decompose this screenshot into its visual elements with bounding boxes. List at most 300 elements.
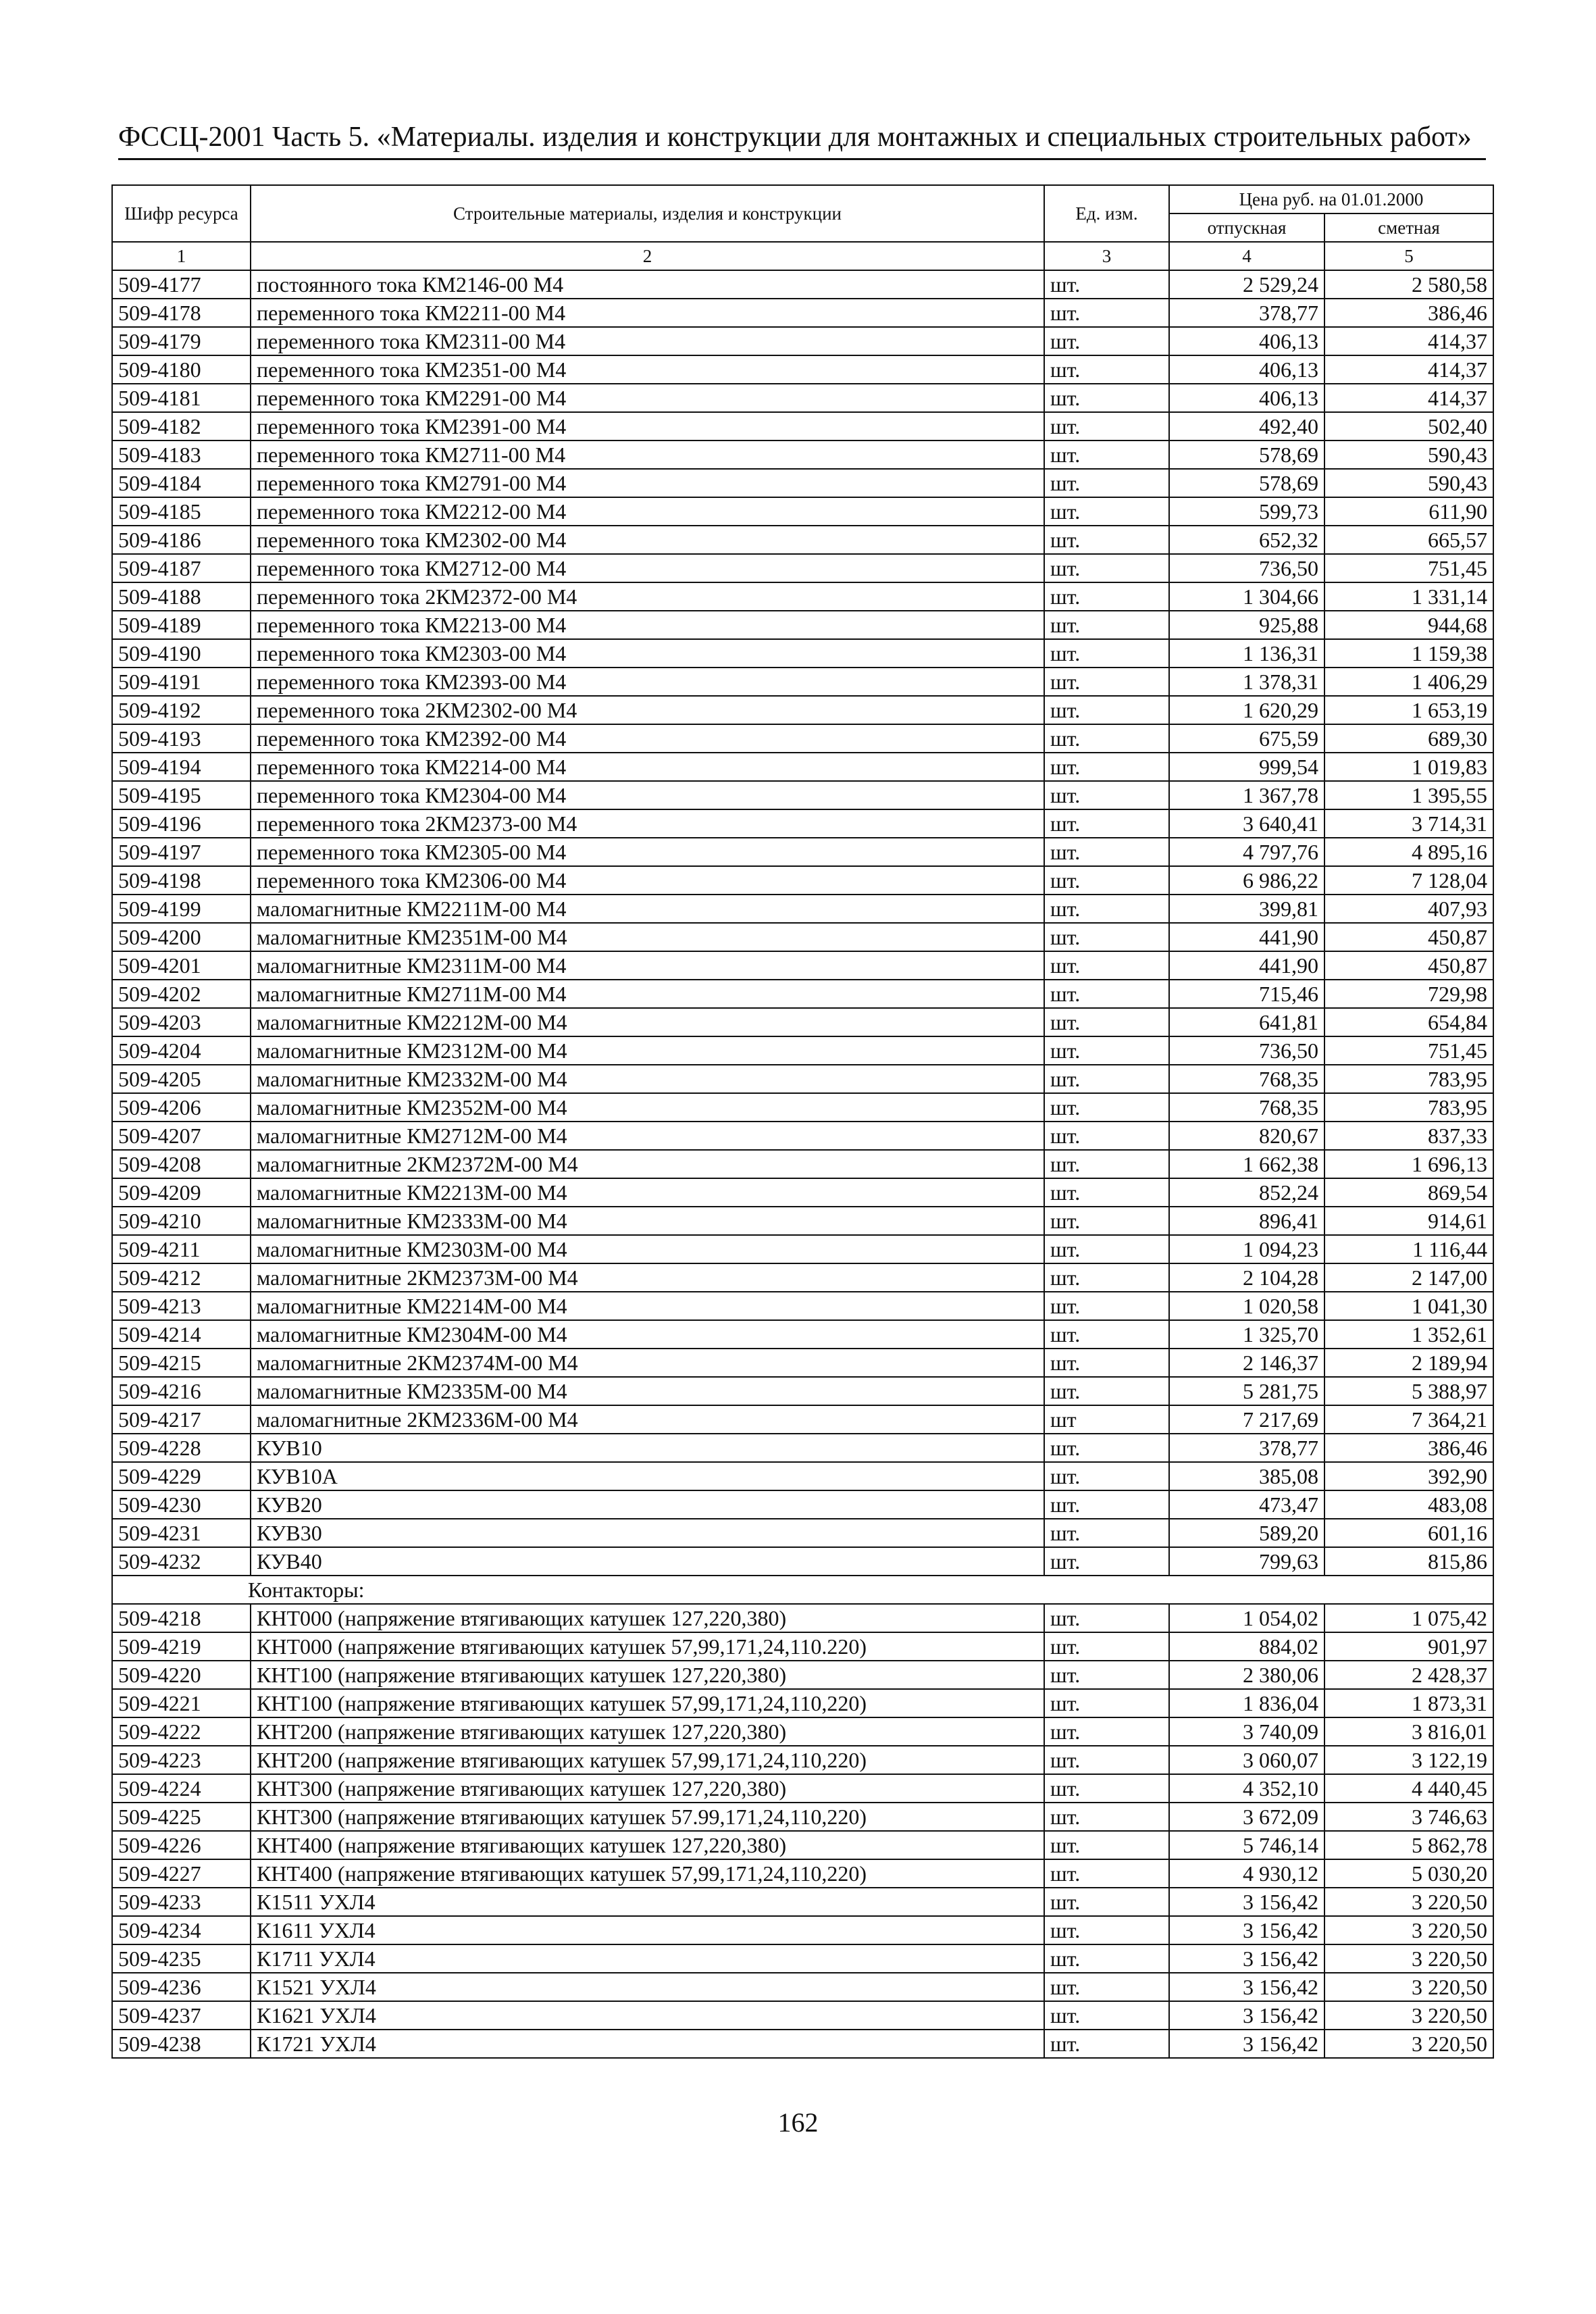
resource-code-cell: 509-4215 — [112, 1349, 251, 1377]
table-row — [112, 1065, 1493, 1093]
release-price-cell: 3 640,41 — [1169, 809, 1324, 838]
resource-code-cell: 509-4223 — [112, 1746, 251, 1774]
col-header-release-price: отпускная — [1169, 213, 1324, 242]
table-row — [112, 809, 1493, 838]
unit-cell: шт. — [1044, 895, 1169, 923]
table-row — [112, 1632, 1493, 1661]
table-row — [112, 639, 1493, 668]
release-price-cell: 578,69 — [1169, 469, 1324, 497]
unit-cell: шт. — [1044, 1320, 1169, 1349]
resource-code-cell: 509-4191 — [112, 668, 251, 696]
unit-cell: шт. — [1044, 1746, 1169, 1774]
table-row — [112, 1661, 1493, 1689]
material-name-cell: КНТ300 (напряжение втягивающих катушек 127,220,380) — [251, 1774, 1044, 1803]
release-price-cell: 768,35 — [1169, 1065, 1324, 1093]
material-name-cell: переменного тока КМ2711-00 М4 — [251, 441, 1044, 469]
release-price-cell: 441,90 — [1169, 951, 1324, 980]
estimate-price-cell: 3 220,50 — [1324, 2030, 1493, 2058]
release-price-cell: 852,24 — [1169, 1178, 1324, 1207]
estimate-price-cell: 450,87 — [1324, 923, 1493, 951]
resource-code-cell: 509-4226 — [112, 1831, 251, 1859]
unit-cell: шт. — [1044, 1689, 1169, 1717]
estimate-price-cell: 3 714,31 — [1324, 809, 1493, 838]
table-row — [112, 1888, 1493, 1916]
unit-cell: шт. — [1044, 270, 1169, 299]
unit-cell: шт. — [1044, 1888, 1169, 1916]
table-head — [112, 185, 1493, 270]
release-price-cell: 4 352,10 — [1169, 1774, 1324, 1803]
table-row — [112, 1292, 1493, 1320]
estimate-price-cell: 1 696,13 — [1324, 1150, 1493, 1178]
unit-cell: шт. — [1044, 1292, 1169, 1320]
resource-code-cell: 509-4219 — [112, 1632, 251, 1661]
unit-cell: шт. — [1044, 1008, 1169, 1036]
estimate-price-cell: 3 220,50 — [1324, 1916, 1493, 1944]
release-price-cell: 768,35 — [1169, 1093, 1324, 1122]
resource-code-cell: 509-4198 — [112, 866, 251, 895]
estimate-price-cell: 1 041,30 — [1324, 1292, 1493, 1320]
release-price-cell: 1 094,23 — [1169, 1235, 1324, 1263]
table-row — [112, 1235, 1493, 1263]
unit-cell: шт. — [1044, 441, 1169, 469]
material-name-cell: маломагнитные КМ2711М-00 М4 — [251, 980, 1044, 1008]
table-row — [112, 1377, 1493, 1405]
resource-code-cell: 509-4178 — [112, 299, 251, 327]
release-price-cell: 473,47 — [1169, 1490, 1324, 1519]
resource-code-cell: 509-4225 — [112, 1803, 251, 1831]
page-number: 162 — [777, 2107, 819, 2138]
release-price-cell: 1 020,58 — [1169, 1292, 1324, 1320]
estimate-price-cell: 414,37 — [1324, 384, 1493, 412]
material-name-cell: маломагнитные КМ2214М-00 М4 — [251, 1292, 1044, 1320]
estimate-price-cell: 1 873,31 — [1324, 1689, 1493, 1717]
unit-cell: шт. — [1044, 866, 1169, 895]
unit-cell: шт. — [1044, 1434, 1169, 1462]
table-row — [112, 2030, 1493, 2058]
material-name-cell: КУВ40 — [251, 1547, 1044, 1576]
unit-cell: шт. — [1044, 639, 1169, 668]
col-header-unit: Ед. изм. — [1044, 185, 1169, 242]
estimate-price-cell: 450,87 — [1324, 951, 1493, 980]
resource-code-cell: 509-4204 — [112, 1036, 251, 1065]
table-row — [112, 724, 1493, 753]
unit-cell: шт. — [1044, 384, 1169, 412]
table-row — [112, 696, 1493, 724]
resource-code-cell: 509-4192 — [112, 696, 251, 724]
estimate-price-cell: 1 019,83 — [1324, 753, 1493, 781]
resource-code-cell: 509-4196 — [112, 809, 251, 838]
table-row — [112, 1036, 1493, 1065]
table-row — [112, 895, 1493, 923]
table-row — [112, 469, 1493, 497]
unit-cell: шт. — [1044, 980, 1169, 1008]
unit-cell: шт. — [1044, 1490, 1169, 1519]
resource-code-cell: 509-4224 — [112, 1774, 251, 1803]
resource-code-cell: 509-4184 — [112, 469, 251, 497]
material-name-cell: КНТ400 (напряжение втягивающих катушек 127,220,380) — [251, 1831, 1044, 1859]
resource-code-cell: 509-4220 — [112, 1661, 251, 1689]
resource-code-cell: 509-4183 — [112, 441, 251, 469]
resource-code-cell: 509-4200 — [112, 923, 251, 951]
resource-code-cell: 509-4199 — [112, 895, 251, 923]
table-row — [112, 299, 1493, 327]
resource-code-cell: 509-4227 — [112, 1859, 251, 1888]
release-price-cell: 675,59 — [1169, 724, 1324, 753]
resource-code-cell: 509-4208 — [112, 1150, 251, 1178]
material-name-cell: КНТ100 (напряжение втягивающих катушек 57,99,171,24,110,220) — [251, 1689, 1044, 1717]
col-number: 4 — [1169, 242, 1324, 270]
resource-code-cell: 509-4211 — [112, 1235, 251, 1263]
table-row — [112, 1320, 1493, 1349]
estimate-price-cell: 3 122,19 — [1324, 1746, 1493, 1774]
table-row — [112, 781, 1493, 809]
unit-cell: шт. — [1044, 355, 1169, 384]
unit-cell: шт. — [1044, 1122, 1169, 1150]
resource-code-cell: 509-4209 — [112, 1178, 251, 1207]
release-price-cell: 399,81 — [1169, 895, 1324, 923]
unit-cell: шт. — [1044, 1661, 1169, 1689]
estimate-price-cell: 3 220,50 — [1324, 1973, 1493, 2001]
material-name-cell: маломагнитные КМ2311М-00 М4 — [251, 951, 1044, 980]
release-price-cell: 7 217,69 — [1169, 1405, 1324, 1434]
material-name-cell: переменного тока КМ2391-00 М4 — [251, 412, 1044, 441]
estimate-price-cell: 392,90 — [1324, 1462, 1493, 1490]
resource-code-cell: 509-4193 — [112, 724, 251, 753]
resource-code-cell: 509-4214 — [112, 1320, 251, 1349]
unit-cell: шт. — [1044, 1831, 1169, 1859]
unit-cell: шт. — [1044, 1519, 1169, 1547]
resource-code-cell: 509-4237 — [112, 2001, 251, 2030]
material-name-cell: маломагнитные КМ2303М-00 М4 — [251, 1235, 1044, 1263]
table-row — [112, 582, 1493, 611]
unit-cell: шт. — [1044, 611, 1169, 639]
resource-code-cell: 509-4228 — [112, 1434, 251, 1462]
table-row — [112, 951, 1493, 980]
resource-code-cell: 509-4187 — [112, 554, 251, 582]
unit-cell: шт. — [1044, 1036, 1169, 1065]
col-header-price: Цена руб. на 01.01.2000 — [1169, 185, 1493, 213]
resource-code-cell: 509-4189 — [112, 611, 251, 639]
release-price-cell: 999,54 — [1169, 753, 1324, 781]
material-name-cell: переменного тока КМ2212-00 М4 — [251, 497, 1044, 526]
estimate-price-cell: 1 331,14 — [1324, 582, 1493, 611]
estimate-price-cell: 611,90 — [1324, 497, 1493, 526]
table-row — [112, 1093, 1493, 1122]
estimate-price-cell: 783,95 — [1324, 1093, 1493, 1122]
resource-code-cell: 509-4222 — [112, 1717, 251, 1746]
estimate-price-cell: 4 440,45 — [1324, 1774, 1493, 1803]
material-name-cell: переменного тока КМ2392-00 М4 — [251, 724, 1044, 753]
resource-code-cell: 509-4205 — [112, 1065, 251, 1093]
material-name-cell: маломагнитные 2КМ2336М-00 М4 — [251, 1405, 1044, 1434]
estimate-price-cell: 689,30 — [1324, 724, 1493, 753]
estimate-price-cell: 386,46 — [1324, 1434, 1493, 1462]
table-row — [112, 327, 1493, 355]
release-price-cell: 5 281,75 — [1169, 1377, 1324, 1405]
unit-cell: шт. — [1044, 1207, 1169, 1235]
release-price-cell: 736,50 — [1169, 1036, 1324, 1065]
unit-cell: шт. — [1044, 838, 1169, 866]
estimate-price-cell: 5 388,97 — [1324, 1377, 1493, 1405]
unit-cell: шт. — [1044, 1973, 1169, 2001]
resource-code-cell: 509-4194 — [112, 753, 251, 781]
unit-cell: шт. — [1044, 1377, 1169, 1405]
estimate-price-cell: 483,08 — [1324, 1490, 1493, 1519]
release-price-cell: 1 136,31 — [1169, 639, 1324, 668]
resource-code-cell: 509-4206 — [112, 1093, 251, 1122]
table-body — [112, 270, 1493, 2058]
release-price-cell: 1 304,66 — [1169, 582, 1324, 611]
estimate-price-cell: 944,68 — [1324, 611, 1493, 639]
release-price-cell: 715,46 — [1169, 980, 1324, 1008]
estimate-price-cell: 7 128,04 — [1324, 866, 1493, 895]
col-number: 1 — [112, 242, 251, 270]
material-name-cell: маломагнитные КМ2335М-00 М4 — [251, 1377, 1044, 1405]
table-row — [112, 1746, 1493, 1774]
resource-code-cell: 509-4234 — [112, 1916, 251, 1944]
table-row — [112, 1547, 1493, 1576]
release-price-cell: 3 156,42 — [1169, 1944, 1324, 1973]
material-name-cell: маломагнитные КМ2304М-00 М4 — [251, 1320, 1044, 1349]
table-row — [112, 923, 1493, 951]
resource-code-cell: 509-4217 — [112, 1405, 251, 1434]
estimate-price-cell: 414,37 — [1324, 355, 1493, 384]
unit-cell: шт. — [1044, 781, 1169, 809]
table-row — [112, 1490, 1493, 1519]
material-name-cell: КНТ200 (напряжение втягивающих катушек 57,99,171,24,110,220) — [251, 1746, 1044, 1774]
unit-cell: шт. — [1044, 469, 1169, 497]
release-price-cell: 5 746,14 — [1169, 1831, 1324, 1859]
unit-cell: шт. — [1044, 412, 1169, 441]
table-row — [112, 1859, 1493, 1888]
release-price-cell: 2 146,37 — [1169, 1349, 1324, 1377]
estimate-price-cell: 2 147,00 — [1324, 1263, 1493, 1292]
unit-cell: шт. — [1044, 327, 1169, 355]
release-price-cell: 884,02 — [1169, 1632, 1324, 1661]
release-price-cell: 1 325,70 — [1169, 1320, 1324, 1349]
estimate-price-cell: 751,45 — [1324, 554, 1493, 582]
unit-cell: шт. — [1044, 1462, 1169, 1490]
resource-code-cell: 509-4238 — [112, 2030, 251, 2058]
unit-cell: шт. — [1044, 1803, 1169, 1831]
material-name-cell: КНТ400 (напряжение втягивающих катушек 57,99,171,24,110,220) — [251, 1859, 1044, 1888]
unit-cell: шт. — [1044, 1547, 1169, 1576]
table-row — [112, 838, 1493, 866]
table-row — [112, 1973, 1493, 2001]
table-row — [112, 526, 1493, 554]
table-row — [112, 1008, 1493, 1036]
release-price-cell: 599,73 — [1169, 497, 1324, 526]
estimate-price-cell: 2 189,94 — [1324, 1349, 1493, 1377]
price-table — [111, 184, 1494, 2059]
resource-code-cell: 509-4185 — [112, 497, 251, 526]
material-name-cell: переменного тока КМ2214-00 М4 — [251, 753, 1044, 781]
release-price-cell: 641,81 — [1169, 1008, 1324, 1036]
material-name-cell: К1711 УХЛ4 — [251, 1944, 1044, 1973]
material-name-cell: маломагнитные КМ2351М-00 М4 — [251, 923, 1044, 951]
release-price-cell: 799,63 — [1169, 1547, 1324, 1576]
resource-code-cell: 509-4203 — [112, 1008, 251, 1036]
table-row — [112, 1263, 1493, 1292]
material-name-cell: переменного тока КМ2393-00 М4 — [251, 668, 1044, 696]
unit-cell: шт. — [1044, 696, 1169, 724]
table-row — [112, 1604, 1493, 1632]
unit-cell: шт. — [1044, 1632, 1169, 1661]
resource-code-cell: 509-4231 — [112, 1519, 251, 1547]
table-row — [112, 355, 1493, 384]
release-price-cell: 441,90 — [1169, 923, 1324, 951]
material-name-cell: КНТ100 (напряжение втягивающих катушек 127,220,380) — [251, 1661, 1044, 1689]
col-header-name: Строительные материалы, изделия и конструкции — [251, 185, 1044, 242]
table-row — [112, 554, 1493, 582]
table-row — [112, 1774, 1493, 1803]
resource-code-cell: 509-4210 — [112, 1207, 251, 1235]
material-name-cell: маломагнитные КМ2211М-00 М4 — [251, 895, 1044, 923]
material-name-cell: постоянного тока КМ2146-00 М4 — [251, 270, 1044, 299]
release-price-cell: 406,13 — [1169, 384, 1324, 412]
col-number: 5 — [1324, 242, 1493, 270]
estimate-price-cell: 3 816,01 — [1324, 1717, 1493, 1746]
table-row — [112, 611, 1493, 639]
unit-cell: шт. — [1044, 1944, 1169, 1973]
estimate-price-cell: 3 220,50 — [1324, 2001, 1493, 2030]
resource-code-cell: 509-4181 — [112, 384, 251, 412]
material-name-cell: КУВ30 — [251, 1519, 1044, 1547]
table-row — [112, 1916, 1493, 1944]
resource-code-cell: 509-4207 — [112, 1122, 251, 1150]
estimate-price-cell: 751,45 — [1324, 1036, 1493, 1065]
release-price-cell: 820,67 — [1169, 1122, 1324, 1150]
estimate-price-cell: 729,98 — [1324, 980, 1493, 1008]
table-row — [112, 1717, 1493, 1746]
table-row — [112, 1462, 1493, 1490]
release-price-cell: 3 156,42 — [1169, 2030, 1324, 2058]
resource-code-cell: 509-4235 — [112, 1944, 251, 1973]
table-row — [112, 1803, 1493, 1831]
unit-cell: шт. — [1044, 809, 1169, 838]
unit-cell: шт. — [1044, 1093, 1169, 1122]
material-name-cell: переменного тока КМ2311-00 М4 — [251, 327, 1044, 355]
estimate-price-cell: 5 862,78 — [1324, 1831, 1493, 1859]
estimate-price-cell: 590,43 — [1324, 469, 1493, 497]
table-row — [112, 1434, 1493, 1462]
material-name-cell: маломагнитные КМ2712М-00 М4 — [251, 1122, 1044, 1150]
estimate-price-cell: 601,16 — [1324, 1519, 1493, 1547]
release-price-cell: 4 930,12 — [1169, 1859, 1324, 1888]
section-row — [112, 1576, 1493, 1604]
resource-code-cell: 509-4186 — [112, 526, 251, 554]
material-name-cell: переменного тока КМ2303-00 М4 — [251, 639, 1044, 668]
resource-code-cell: 509-4201 — [112, 951, 251, 980]
page-header-title: ФССЦ-2001 Часть 5. «Материалы. изделия и конструкции для монтажных и специальных строительных работ» — [118, 120, 1486, 160]
unit-cell: шт. — [1044, 1774, 1169, 1803]
material-name-cell: КУВ20 — [251, 1490, 1044, 1519]
material-name-cell: маломагнитные КМ2333М-00 М4 — [251, 1207, 1044, 1235]
material-name-cell: К1521 УХЛ4 — [251, 1973, 1044, 2001]
material-name-cell: К1721 УХЛ4 — [251, 2030, 1044, 2058]
estimate-price-cell: 407,93 — [1324, 895, 1493, 923]
material-name-cell: К1621 УХЛ4 — [251, 2001, 1044, 2030]
unit-cell: шт. — [1044, 1150, 1169, 1178]
estimate-price-cell: 869,54 — [1324, 1178, 1493, 1207]
estimate-price-cell: 783,95 — [1324, 1065, 1493, 1093]
resource-code-cell: 509-4229 — [112, 1462, 251, 1490]
unit-cell: шт. — [1044, 2030, 1169, 2058]
release-price-cell: 492,40 — [1169, 412, 1324, 441]
unit-cell: шт. — [1044, 1349, 1169, 1377]
unit-cell: шт. — [1044, 951, 1169, 980]
col-header-estimate-price: сметная — [1324, 213, 1493, 242]
resource-code-cell: 509-4182 — [112, 412, 251, 441]
material-name-cell: переменного тока КМ2791-00 М4 — [251, 469, 1044, 497]
estimate-price-cell: 7 364,21 — [1324, 1405, 1493, 1434]
release-price-cell: 4 797,76 — [1169, 838, 1324, 866]
resource-code-cell: 509-4212 — [112, 1263, 251, 1292]
material-name-cell: переменного тока КМ2302-00 М4 — [251, 526, 1044, 554]
table-row — [112, 1831, 1493, 1859]
estimate-price-cell: 1 075,42 — [1324, 1604, 1493, 1632]
material-name-cell: КУВ10 — [251, 1434, 1044, 1462]
material-name-cell: КУВ10А — [251, 1462, 1044, 1490]
material-name-cell: переменного тока КМ2304-00 М4 — [251, 781, 1044, 809]
table-row — [112, 980, 1493, 1008]
table-row — [112, 384, 1493, 412]
unit-cell: шт. — [1044, 1178, 1169, 1207]
material-name-cell: КНТ000 (напряжение втягивающих катушек 127,220,380) — [251, 1604, 1044, 1632]
material-name-cell: маломагнитные КМ2332М-00 М4 — [251, 1065, 1044, 1093]
table-row — [112, 866, 1493, 895]
release-price-cell: 385,08 — [1169, 1462, 1324, 1490]
table-row — [112, 270, 1493, 299]
material-name-cell: маломагнитные 2КМ2373М-00 М4 — [251, 1263, 1044, 1292]
release-price-cell: 1 620,29 — [1169, 696, 1324, 724]
col-number: 2 — [251, 242, 1044, 270]
col-number: 3 — [1044, 242, 1169, 270]
resource-code-cell: 509-4190 — [112, 639, 251, 668]
estimate-price-cell: 2 428,37 — [1324, 1661, 1493, 1689]
release-price-cell: 406,13 — [1169, 355, 1324, 384]
release-price-cell: 3 156,42 — [1169, 1973, 1324, 2001]
unit-cell: шт. — [1044, 724, 1169, 753]
release-price-cell: 578,69 — [1169, 441, 1324, 469]
material-name-cell: переменного тока КМ2712-00 М4 — [251, 554, 1044, 582]
table-row — [112, 1405, 1493, 1434]
release-price-cell: 1 836,04 — [1169, 1689, 1324, 1717]
estimate-price-cell: 654,84 — [1324, 1008, 1493, 1036]
release-price-cell: 1 662,38 — [1169, 1150, 1324, 1178]
release-price-cell: 2 380,06 — [1169, 1661, 1324, 1689]
table-row — [112, 497, 1493, 526]
estimate-price-cell: 4 895,16 — [1324, 838, 1493, 866]
table-row — [112, 1519, 1493, 1547]
resource-code-cell: 509-4221 — [112, 1689, 251, 1717]
estimate-price-cell: 590,43 — [1324, 441, 1493, 469]
unit-cell: шт. — [1044, 923, 1169, 951]
material-name-cell: переменного тока КМ2351-00 М4 — [251, 355, 1044, 384]
col-header-code: Шифр ресурса — [112, 185, 251, 242]
material-name-cell: переменного тока КМ2306-00 М4 — [251, 866, 1044, 895]
resource-code-cell: 509-4197 — [112, 838, 251, 866]
resource-code-cell: 509-4216 — [112, 1377, 251, 1405]
estimate-price-cell: 1 352,61 — [1324, 1320, 1493, 1349]
unit-cell: шт. — [1044, 1235, 1169, 1263]
resource-code-cell: 509-4232 — [112, 1547, 251, 1576]
material-name-cell: переменного тока КМ2305-00 М4 — [251, 838, 1044, 866]
unit-cell: шт. — [1044, 1604, 1169, 1632]
estimate-price-cell: 386,46 — [1324, 299, 1493, 327]
unit-cell: шт. — [1044, 299, 1169, 327]
estimate-price-cell: 1 395,55 — [1324, 781, 1493, 809]
